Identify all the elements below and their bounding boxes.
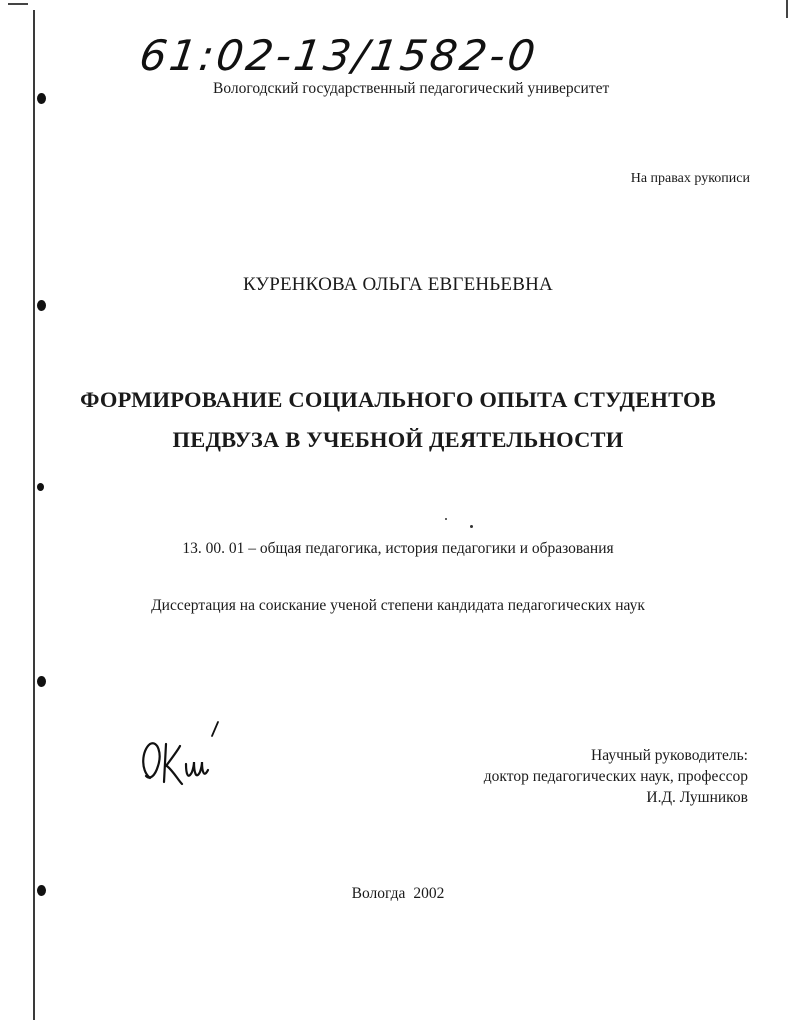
punch-hole-mark xyxy=(37,300,46,311)
degree-statement: Диссертация на соискание ученой степени кандидата педагогических наук xyxy=(151,597,645,614)
author-name: КУРЕНКОВА ОЛЬГА ЕВГЕНЬЕВНА xyxy=(243,274,553,295)
specialty-code: 13. 00. 01 – общая педагогика, история педагогики и образования xyxy=(182,540,614,557)
handwritten-catalog-number xyxy=(136,28,604,84)
supervisor-credentials: доктор педагогических наук, профессор xyxy=(483,768,748,785)
city-name: Вологда xyxy=(351,885,406,902)
punch-hole-mark xyxy=(37,676,46,687)
scientific-supervisor-block xyxy=(484,745,748,808)
dissertation-title xyxy=(0,380,796,460)
scan-left-border xyxy=(33,10,35,1020)
manuscript-rights-note: На правах рукописи xyxy=(630,171,750,186)
catalog-number-text: 61:02-13/1582-0 xyxy=(136,31,542,80)
city-year xyxy=(0,885,796,903)
title-line-2: ПЕДВУЗА В УЧЕБНОЙ ДЕЯТЕЛЬНОСТИ xyxy=(172,427,624,452)
scan-top-mark xyxy=(8,3,28,5)
year: 2002 xyxy=(413,885,445,902)
punch-hole-mark xyxy=(37,93,46,104)
supervisor-role: Научный руководитель: xyxy=(591,747,748,764)
university-name: Вологодский государственный педагогический университет xyxy=(213,80,610,97)
handwritten-signature xyxy=(136,720,236,790)
title-line-1: ФОРМИРОВАНИЕ СОЦИАЛЬНОГО ОПЫТА СТУДЕНТОВ xyxy=(80,387,716,412)
supervisor-name: И.Д. Лушников xyxy=(646,789,748,806)
scan-right-mark xyxy=(786,0,788,18)
scan-speck xyxy=(470,525,473,528)
punch-hole-mark xyxy=(37,483,44,491)
scan-speck xyxy=(445,518,447,520)
